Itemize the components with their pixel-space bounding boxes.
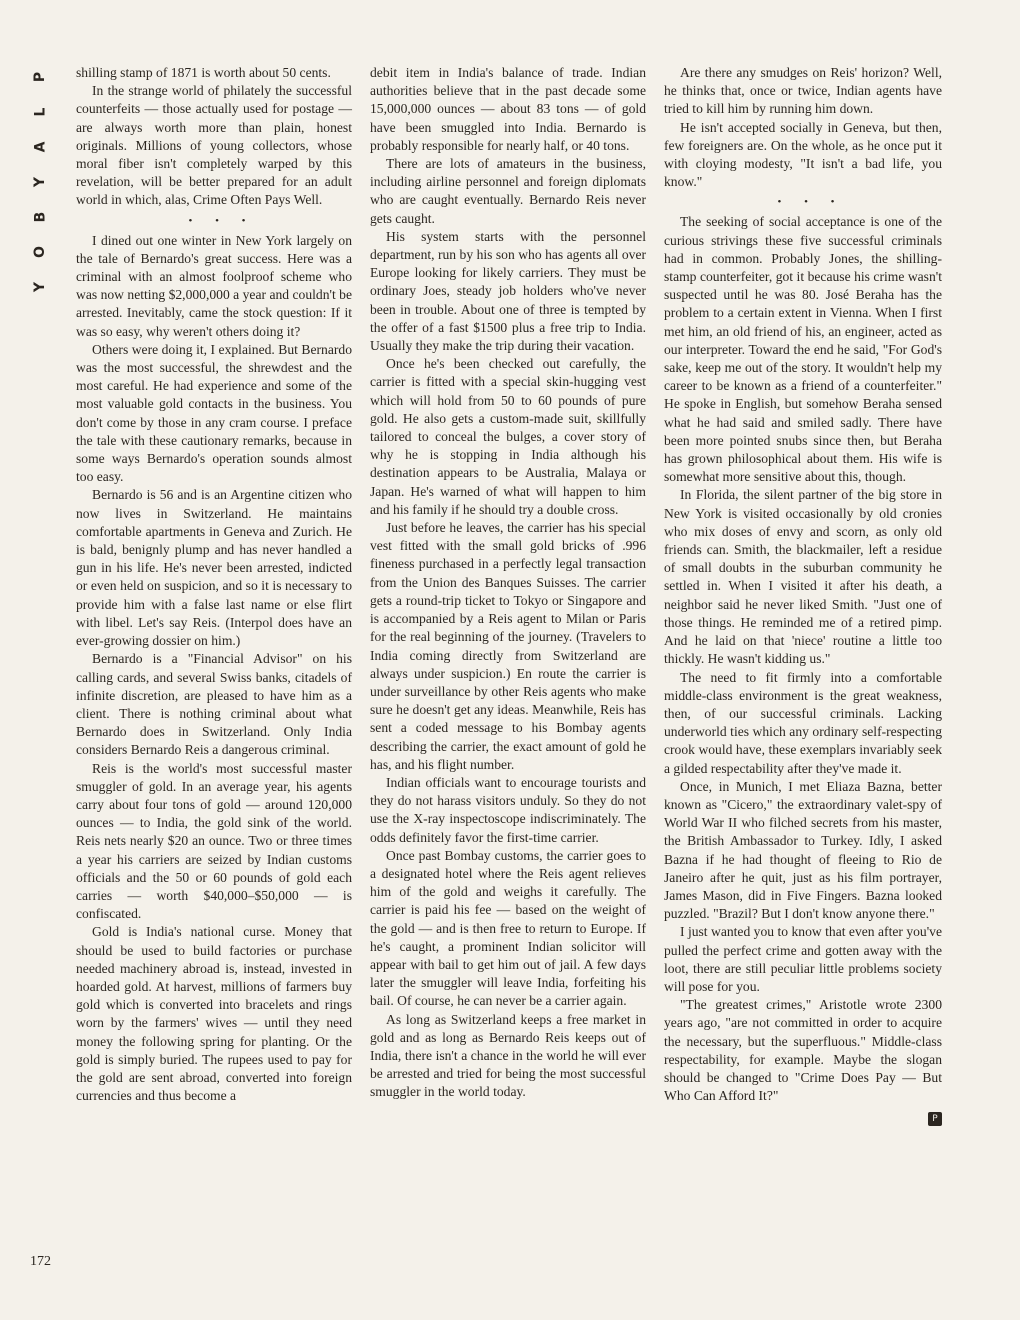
paragraph: Are there any smudges on Reis' horizon? Well, he thinks that, once or twice, Indian agents have tried to kill him by running him down. [664,65,942,117]
section-separator: • • • [777,196,845,209]
masthead-letter: P [31,71,48,83]
paragraph: Others were doing it, I explained. But Bernardo was the most successful, the shrewdest and the most careful. He had experience and some of the most valuable gold contacts in the business. You don't come by those in any cram course. I preface the tale with these cautionary remarks, because in some ways Bernardo's operation sounds almost too easy. [76,341,352,485]
masthead-letter: B [31,211,48,223]
page-number: 172 [30,1254,51,1269]
paragraph: He isn't accepted socially in Geneva, but then, few foreigners are. On the whole, as he once put it with cloying modesty, "It isn't a bad life, you know." [664,119,942,190]
paragraph: Once past Bombay customs, the carrier goes to a designated hotel where the Reis agent relieves him of the gold and weighs it carefully. The carrier is paid his fee — based on the weight of the gold — and is then free to return to Europe. If he's caught, a prominent Indian solicitor will appear with bail to get him out of jail. A few days later the smuggler will leave India, forfeiting his bail. Of course, he can never be a carrier again. [370,847,646,1009]
paragraph: I just wanted you to know that even after you've pulled the perfect crime and gotten away with the loot, there are still peculiar little problems society will pose for you. [664,924,942,994]
paragraph: Gold is India's national curse. Money that should be used to build factories or purchase needed machinery abroad is, instead, invested in hoarded gold. At harvest, millions of farmers buy gold which is converted into bracelets and rings worn by the farmers' wives — until they need money the following spring for planting. Or the gold is simply buried. The rupees used to pay for the gold are sent abroad, converted into foreign currencies and thus become a [76,924,352,1104]
masthead-letter: A [32,141,48,153]
paragraph: Once he's been checked out carefully, the carrier is fitted with a special skin-hugging vest which will hold from 50 to 60 pounds of pure gold. He also gets a custom-made suit, skillfully tailored to conceal the bulges, a cover story of why he is stopping in India although his destination appears to be Australia, Malaya or Japan. He's warned of what will happen to him and his family if he should try a double cross. [370,356,646,517]
column-2 [370,64,646,1284]
paragraph: The need to fit firmly into a comfortable middle-class environment is the great weakness, then, of our successful criminals. Lacking underworld ties which any ordinary self-respecting crook would have, these exemplars invariably seek a gilded respectability after they've made it. [664,669,942,776]
section-separator: • • • [188,214,256,227]
paragraph: "The greatest crimes," Aristotle wrote 2300 years ago, "are not committed in order to acquire the necessary, but the superfluous." Middle-class respectability, for example. Maybe the slogan should be changed to "Crime Does Pay — But Who Can Afford It?" [664,997,942,1104]
masthead-vertical [28,66,52,293]
paragraph: As long as Switzerland keeps a free market in gold and as long as Bernardo Reis keeps out of India, there isn't a chance in the world he will ever be arrested and tried for being the most successful smuggler in the world today. [370,1011,646,1100]
paragraph: debit item in India's balance of trade. Indian authorities believe that in the past decade some 15,000,000 ounces — about 83 tons — of gold have been smuggled into India. Bernardo is probably responsible for nearly half, or 40 tons. [370,65,646,153]
paragraph: Just before he leaves, the carrier has his special vest fitted with the small gold bricks of .996 fineness purchased in a perfectly legal transaction from the Union des Banques Suisses. The carrier gets a round-trip ticket to Tokyo or Singapore and is accompanied by a Reis agent to Milan or Paris for the real beginning of the journey. (Travelers to India coming directly from Switzerland are always under suspicion.) En route the carrier is under surveillance by other Reis agents who make sure he doesn't get any ideas. Meanwhile, Reis has sent a coded message to his Bombay agents describing the carrier, the exact amount of gold he has, and his flight number. [370,520,646,772]
column-1 [76,64,352,1284]
masthead-letter: O [32,246,48,258]
column-3 [664,64,942,1284]
masthead-letter: L [31,107,48,117]
masthead-letter: Y [31,281,48,293]
paragraph: In Florida, the silent partner of the big store in New York is visited occasionally by old cronies who mix doses of envy and scorn, as only old friends can. Smith, the blackmailer, left a residue of small doubts in the suburban community he settled in. When I visited it after his death, a neighbor said he never liked Smith. "Just one of those things. He reminded me of a retired pimp. And he laid on that 'niece' routine a little too thickly. He wasn't kidding us." [664,487,942,667]
paragraph: In the strange world of philately the successful counterfeits — those actually used for postage — are always worth more than plain, honest originals. Millions of young collectors, whose moral fiber isn't completely warped by this revelation, will be better prepared for an adult world in which, alas, Crime Often Pays Well. [76,83,352,208]
masthead-letter: Y [31,176,48,188]
paragraph: His system starts with the personnel department, run by his son who has agents all over Europe looking for likely carriers. They must be ordinary Joes, steady job holders who've never been in trouble. About one of three is tempted by the offer of a fast $1500 plus a free trip to India. Usually they make the trip during their vacation. [370,228,646,354]
paragraph: There are lots of amateurs in the business, including airline personnel and foreign diplomats who are caught eventually. Bernardo Reis never gets caught. [370,156,646,226]
rabbit-end-mark-icon: P [928,1112,942,1126]
end-mark-row [664,1109,942,1127]
paragraph: Reis is the world's most successful master smuggler of gold. In an average year, his agents carry about four tons of gold — around 120,000 ounces — to India, the gold sink of the world. Reis nets nearly $20 an ounce. Two or three times a year his carriers are seized by Indian customs officials and the 50 or 60 pounds of gold each carries — worth $40,000–$50,000 — is confiscated. [76,760,352,922]
paragraph: Bernardo is a "Financial Advisor" on his calling cards, and several Swiss banks, citadels of infinite discretion, are pleased to have him as a client. There is nothing criminal about what Bernardo does in Switzerland. Only India considers Bernardo Reis a dangerous criminal. [76,651,352,758]
paragraph: The seeking of social acceptance is one of the curious strivings these five successful criminals had in common. Probably Jones, the shilling-stamp counterfeiter, got it because his crime wasn't suspected until he was 80. José Beraha has the problem to a certain extent in Vienna. When I first met him, an old friend of his, an engineer, acted as our interpreter. Toward the end he said, "For God's sake, keep me out of the story. It wouldn't help my career to be known as a friend of a counterfeiter." He spoke in English, but somehow Beraha sensed what he had said and smiled sadly. There have been more pointed snubs since then, but Beraha has grown philosophical about them. His wife is somewhat more sensitive about this, though. [664,214,942,485]
paragraph: shilling stamp of 1871 is worth about 50 cents. [76,65,331,80]
paragraph: Indian officials want to encourage tourists and they do not harass visitors unduly. So they do not use the X-ray inspectoscope indiscriminately. The odds definitely favor the first-time carrier. [370,774,646,845]
paragraph: Once, in Munich, I met Eliaza Bazna, better known as "Cicero," the extraordinary valet-spy of World War II who filched secrets from his master, the British Ambassador to Turkey. Idly, I asked Bazna if he had thought of fleeing to Rio de Janeiro after he quit, just as his film portrayer, James Mason, did in Five Fingers. Bazna looked puzzled. "Brazil? But I don't know anyone there." [664,778,942,922]
paragraph: Bernardo is 56 and is an Argentine citizen who now lives in Switzerland. He maintains comfortable apartments in Geneva and Zurich. He is bald, benignly plump and has never handled a gun in his life. He's never been arrested, indicted or even held on suspicion, and so it is necessary to provide him with a false last name or else flirt with libel. Let's say Reis. (Interpol does have an ever-growing dossier on him.) [76,487,352,649]
paragraph: I dined out one winter in New York largely on the tale of Bernardo's great success. Here was a criminal with an almost foolproof scheme who was now netting $2,000,000 a year and couldn't be arrested. Inevitably, came the stock question: If it was so easy, why weren't others doing it? [76,232,352,339]
